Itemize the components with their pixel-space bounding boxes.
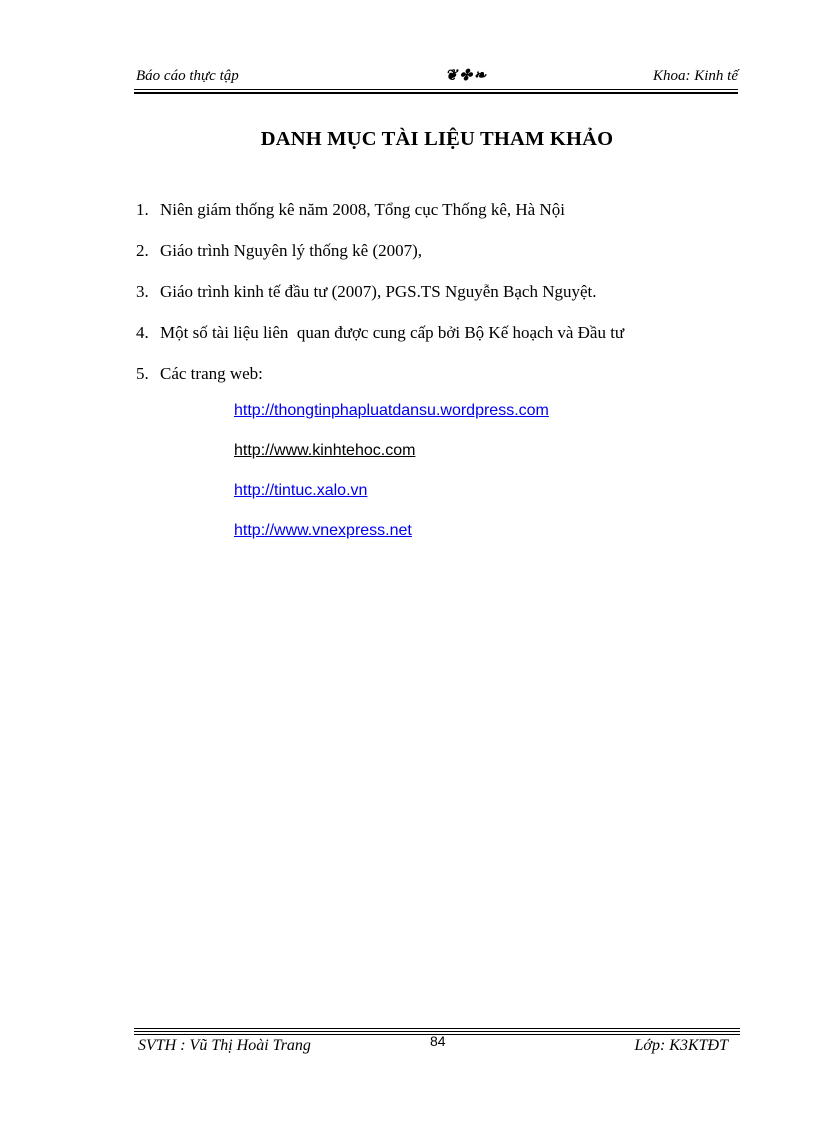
website-link[interactable]: http://tintuc.xalo.vn (234, 482, 368, 499)
reference-text: Niên giám thống kê năm 2008, Tổng cục Thống kê, Hà Nội (160, 200, 565, 219)
website-list (234, 402, 549, 562)
reference-number: 5. (136, 364, 149, 383)
reference-text: Các trang web: (160, 364, 263, 383)
page-title: DANH MỤC TÀI LIỆU THAM KHẢO (260, 128, 614, 150)
reference-number: 1. (136, 200, 149, 219)
page-number: 84 (430, 1033, 446, 1049)
website-item (234, 482, 549, 522)
header-rule-thick (134, 92, 738, 94)
reference-item (136, 364, 756, 405)
reference-text: Một số tài liệu liên quan được cung cấp bởi Bộ Kế hoạch và Đầu tư (160, 323, 625, 342)
reference-list (136, 200, 756, 405)
website-item (234, 402, 549, 442)
header-ornament-icon: ❦ ✤ ❧ (445, 68, 486, 84)
header-rule (134, 89, 738, 90)
footer-rule (134, 1031, 740, 1032)
footer-student-name: SVTH : Vũ Thị Hoài Trang (138, 1037, 311, 1054)
website-link[interactable]: http://www.kinhtehoc.com (234, 442, 416, 459)
reference-item (136, 200, 756, 241)
reference-item (136, 282, 756, 323)
website-item (234, 522, 549, 562)
website-link[interactable]: http://www.vnexpress.net (234, 522, 412, 539)
header-faculty-label: Khoa: Kinh tế (653, 68, 738, 84)
website-link[interactable]: http://thongtinphapluatdansu.wordpress.com (234, 402, 549, 419)
reference-text: Giáo trình kinh tế đầu tư (2007), PGS.TS Nguyễn Bạch Nguyệt. (160, 282, 597, 301)
reference-item (136, 241, 756, 282)
reference-number: 2. (136, 241, 149, 260)
reference-number: 3. (136, 282, 149, 301)
reference-number: 4. (136, 323, 149, 342)
footer-class-label: Lớp: K3KTĐT (634, 1037, 728, 1054)
header-report-label: Báo cáo thực tập (136, 68, 239, 84)
website-item (234, 442, 549, 482)
reference-item (136, 323, 756, 364)
footer-rule (134, 1028, 740, 1029)
reference-text: Giáo trình Nguyên lý thống kê (2007), (160, 241, 423, 260)
